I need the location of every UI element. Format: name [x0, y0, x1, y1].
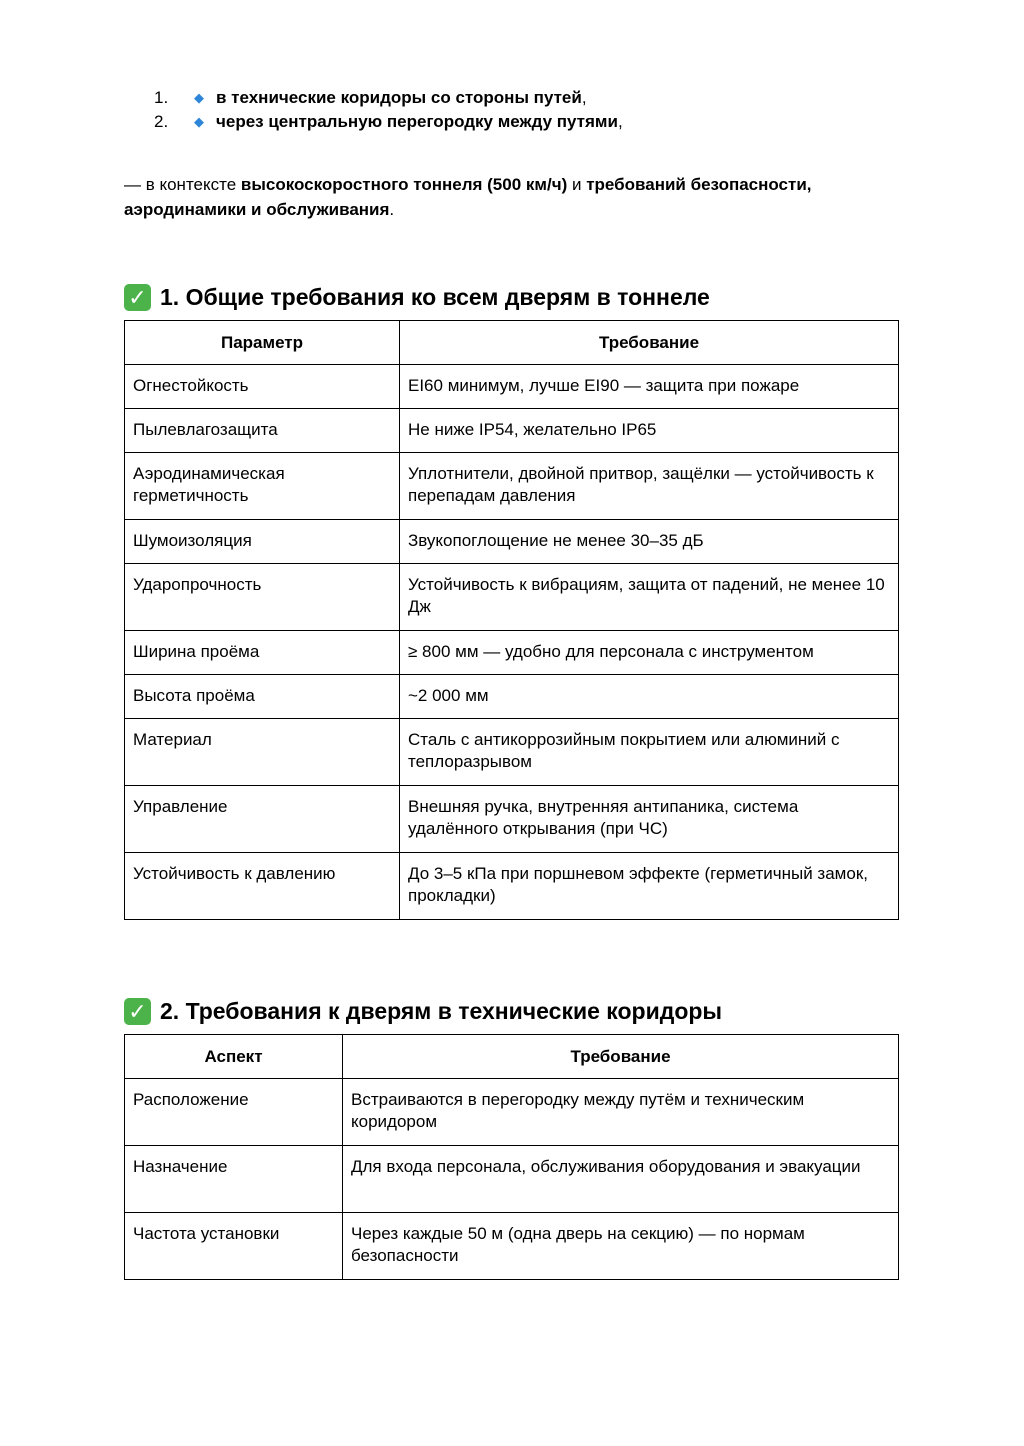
table-cell: Огнестойкость: [125, 365, 400, 409]
table-row: [125, 564, 899, 631]
table-row: [125, 520, 899, 564]
intro-paragraph: [124, 172, 898, 222]
intro-text: и: [567, 175, 587, 194]
table-row: [125, 786, 899, 853]
section-title: 1. Общие требования ко всем дверям в тоннеле: [160, 284, 710, 310]
requirements-table: [124, 320, 899, 920]
table-cell: Материал: [125, 719, 400, 786]
table-cell: Управление: [125, 786, 400, 853]
table-header-row: [125, 321, 899, 365]
table-cell: Расположение: [125, 1079, 343, 1146]
table-cell: Звукопоглощение не менее 30–35 дБ: [400, 520, 899, 564]
table-row: [125, 631, 899, 675]
intro-bold: высокоскоростного тоннеля (500 км/ч): [240, 175, 568, 194]
table-cell: Аэродинамическая герметичность: [125, 453, 400, 520]
column-header: Требование: [400, 321, 899, 365]
intro-bold: требований безопасности, аэродинамики и обслуживания: [124, 175, 812, 219]
list-item-text: через центральную перегородку между путями: [216, 112, 618, 131]
section-heading: [124, 997, 722, 1025]
list-item: [154, 110, 623, 134]
table-cell: Уплотнители, двойной притвор, защёлки — устойчивость к перепадам давления: [400, 453, 899, 520]
corridor-doors-table: [124, 1034, 899, 1280]
list-number: 2.: [154, 112, 169, 131]
table-cell: Частота установки: [125, 1213, 343, 1280]
table-cell: Через каждые 50 м (одна дверь на секцию) — по нормам безопасности: [343, 1213, 899, 1280]
table-row: [125, 409, 899, 453]
table-cell: Устойчивость к давлению: [125, 853, 400, 920]
table-cell: Пылевлагозащита: [125, 409, 400, 453]
table-row: [125, 1213, 899, 1280]
table-row: [125, 1146, 899, 1213]
table-cell: Встраиваются в перегородку между путём и техническим коридором: [343, 1079, 899, 1146]
list-number: 1.: [154, 88, 169, 107]
table-cell: ~2 000 мм: [400, 675, 899, 719]
section-title: 2. Требования к дверям в технические коридоры: [160, 998, 723, 1024]
check-mark-icon: ✓: [124, 998, 151, 1025]
blue-diamond-icon: ◆: [194, 114, 204, 129]
table-cell: Для входа персонала, обслуживания оборудования и эвакуации: [343, 1146, 899, 1213]
table-cell: До 3–5 кПа при поршневом эффекте (герметичный замок, прокладки): [400, 853, 899, 920]
table-row: [125, 719, 899, 786]
table-cell: Внешняя ручка, внутренняя антипаника, система удалённого открывания (при ЧС): [400, 786, 899, 853]
section-heading: [124, 283, 710, 311]
table-cell: Устойчивость к вибрациям, защита от падений, не менее 10 Дж: [400, 564, 899, 631]
table-cell: Не ниже IP54, желательно IP65: [400, 409, 899, 453]
table-cell: ≥ 800 мм — удобно для персонала с инструментом: [400, 631, 899, 675]
list-item: [154, 86, 623, 110]
table-row: [125, 365, 899, 409]
table-row: [125, 453, 899, 520]
column-header: Аспект: [125, 1035, 343, 1079]
table-row: [125, 675, 899, 719]
intro-text: — в контексте: [124, 175, 241, 194]
table-cell: Ударопрочность: [125, 564, 400, 631]
table-cell: Высота проёма: [125, 675, 400, 719]
table-cell: Сталь с антикоррозийным покрытием или алюминий с теплоразрывом: [400, 719, 899, 786]
table-cell: Шумоизоляция: [125, 520, 400, 564]
list-item-suffix: ,: [617, 112, 623, 131]
numbered-list: [154, 86, 623, 134]
table-cell: EI60 минимум, лучше EI90 — защита при пожаре: [400, 365, 899, 409]
check-mark-icon: ✓: [124, 284, 151, 311]
column-header: Требование: [343, 1035, 899, 1079]
table-row: [125, 853, 899, 920]
table-cell: Ширина проёма: [125, 631, 400, 675]
table-row: [125, 1079, 899, 1146]
list-item-text: в технические коридоры со стороны путей: [216, 88, 582, 107]
table-header-row: [125, 1035, 899, 1079]
table-cell: Назначение: [125, 1146, 343, 1213]
blue-diamond-icon: ◆: [194, 90, 204, 105]
intro-text: .: [389, 200, 395, 219]
column-header: Параметр: [125, 321, 400, 365]
list-item-suffix: ,: [581, 88, 587, 107]
